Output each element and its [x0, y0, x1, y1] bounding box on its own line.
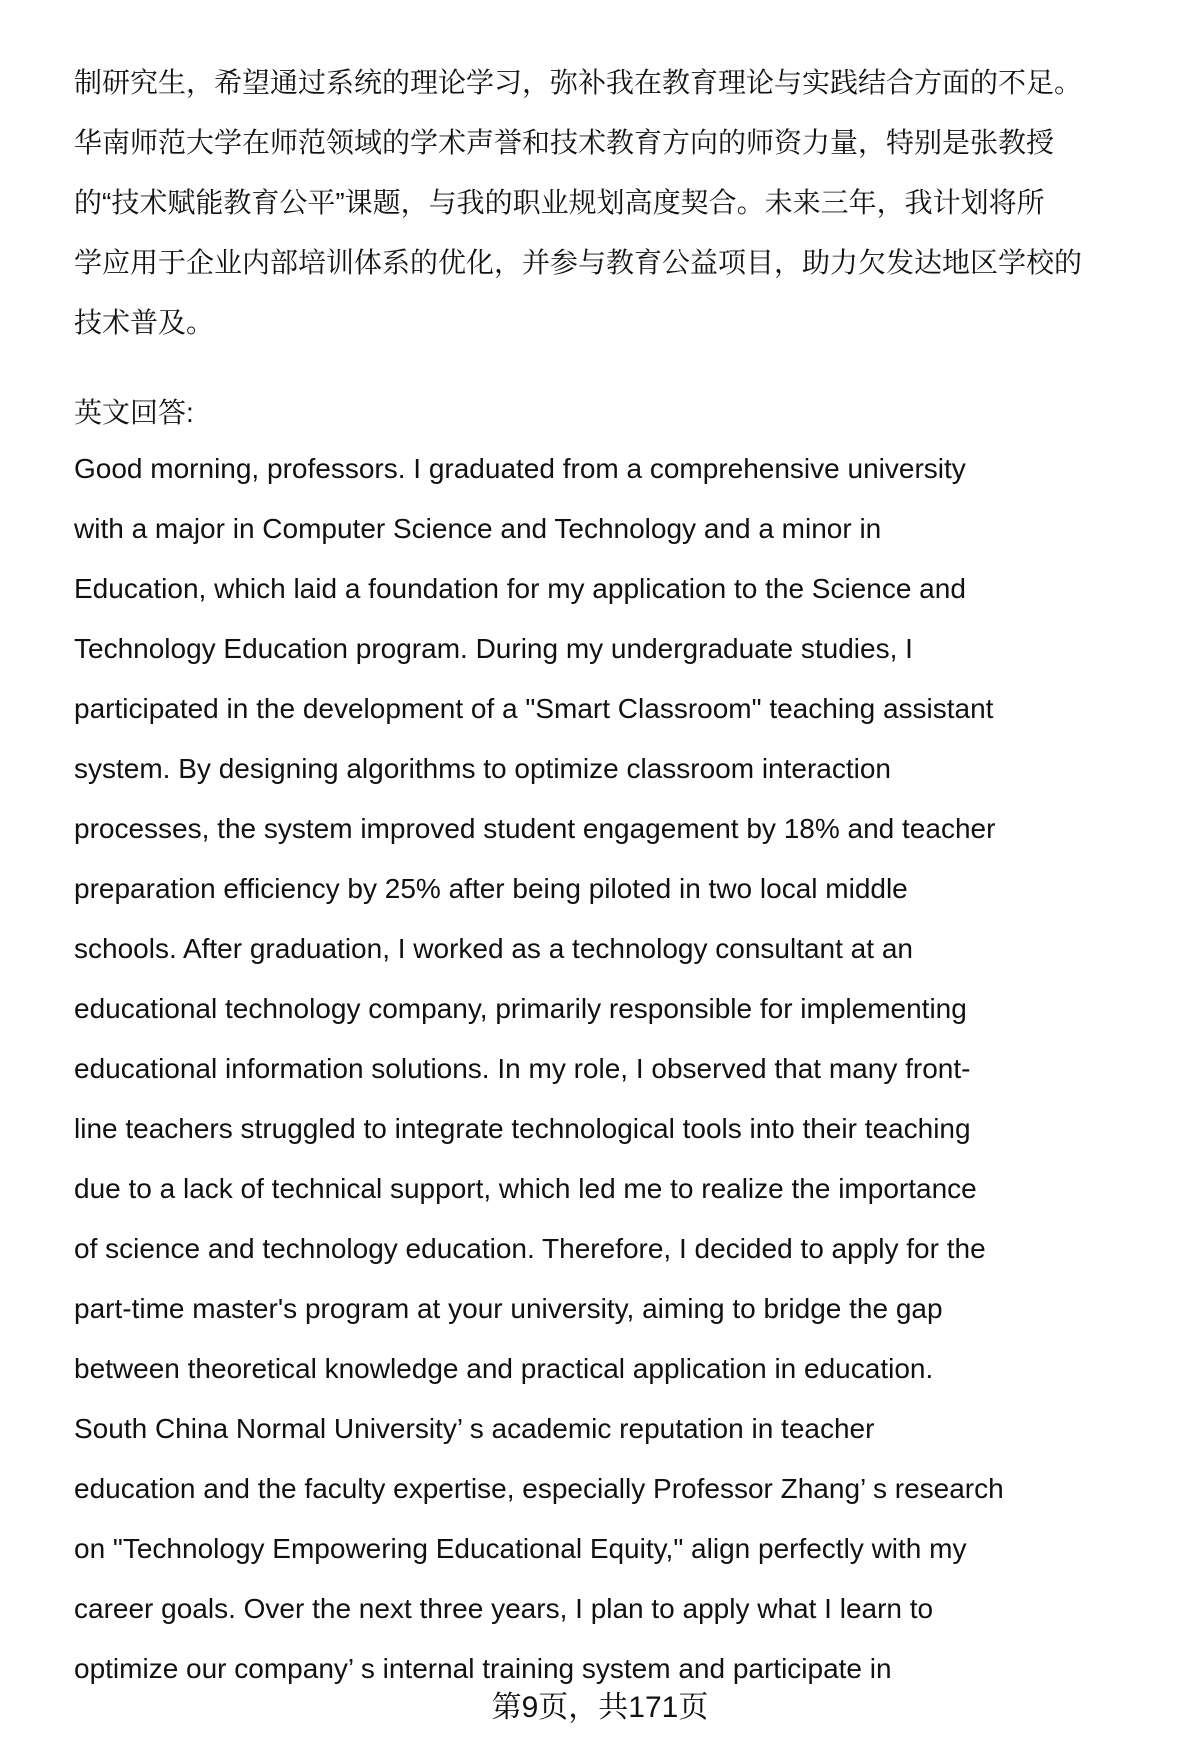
- text-line: with a major in Computer Science and Technology and a minor in: [74, 513, 882, 544]
- text-line: 技术普及。: [74, 307, 215, 338]
- text-line: of science and technology education. Therefore, I decided to apply for the: [74, 1233, 986, 1264]
- text-line: due to a lack of technical support, which led me to realize the importance: [74, 1173, 977, 1204]
- text-line: optimize our company’ s internal training system and participate in: [74, 1653, 892, 1684]
- text-line: preparation efficiency by 25% after being piloted in two local middle: [74, 873, 908, 904]
- text-line: 华南师范大学在师范领域的学术声誉和技术教育方向的师资力量，特别是张教授: [74, 127, 1055, 158]
- text-line: Good morning, professors. I graduated from a comprehensive university: [74, 453, 966, 484]
- text-line: line teachers struggled to integrate technological tools into their teaching: [74, 1113, 971, 1144]
- text-line: South China Normal University’ s academic reputation in teacher: [74, 1413, 875, 1444]
- text-line: 制研究生，希望通过系统的理论学习，弥补我在教育理论与实践结合方面的不足。: [74, 67, 1083, 98]
- text-line: 学应用于企业内部培训体系的优化，并参与教育公益项目，助力欠发达地区学校的: [74, 247, 1083, 278]
- text-line: career goals. Over the next three years, I plan to apply what I learn to: [74, 1593, 934, 1624]
- text-line: 的“技术赋能教育公平”课题，与我的职业规划高度契合。未来三年，我计划将所: [74, 187, 1045, 218]
- text-line: educational information solutions. In my role, I observed that many front-: [74, 1053, 971, 1084]
- text-line: Education, which laid a foundation for my application to the Science and: [74, 573, 966, 604]
- english-answer-heading: 英文回答:: [74, 397, 194, 428]
- text-line: processes, the system improved student engagement by 18% and teacher: [74, 813, 996, 844]
- text-line: Technology Education program. During my undergraduate studies, I: [74, 633, 913, 664]
- text-line: part-time master's program at your university, aiming to bridge the gap: [74, 1293, 943, 1324]
- text-line: education and the faculty expertise, especially Professor Zhang’ s research: [74, 1473, 1004, 1504]
- text-line: on "Technology Empowering Educational Equity," align perfectly with my: [74, 1533, 967, 1564]
- text-line: between theoretical knowledge and practical application in education.: [74, 1353, 934, 1384]
- page-footer: 第9页，共171页: [491, 1691, 709, 1724]
- text-line: schools. After graduation, I worked as a technology consultant at an: [74, 933, 913, 964]
- text-line: educational technology company, primarily responsible for implementing: [74, 993, 967, 1024]
- text-line: system. By designing algorithms to optimize classroom interaction: [74, 753, 892, 784]
- text-line: participated in the development of a "Smart Classroom" teaching assistant: [74, 693, 994, 724]
